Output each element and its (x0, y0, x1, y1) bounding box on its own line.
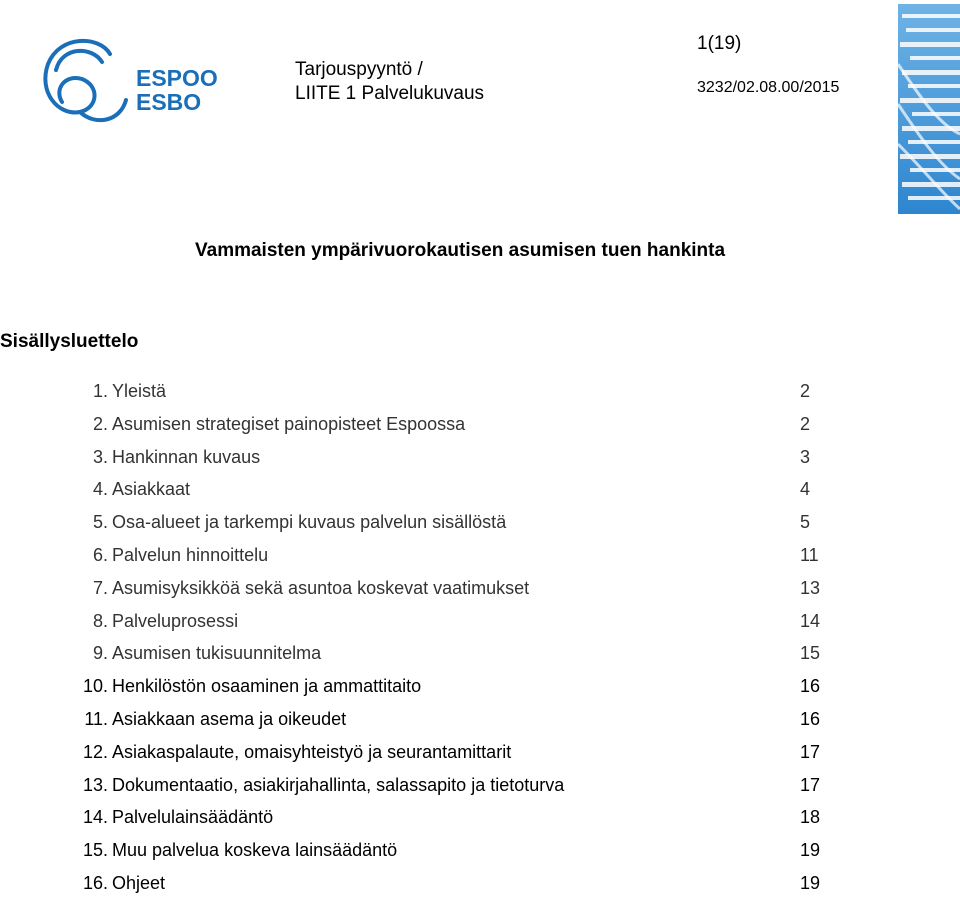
toc-item-text: Muu palvelua koskeva lainsäädäntö (112, 840, 398, 861)
page-number: 1(19) (697, 33, 742, 54)
toc-item-text: Yleistä (112, 381, 167, 401)
toc-item[interactable] (72, 836, 832, 869)
toc-item-number: 5. (92, 512, 108, 533)
toc-item-number: 9. (92, 643, 108, 664)
toc-item-page: 16 (800, 676, 821, 697)
toc-item-page: 4 (800, 479, 811, 500)
decorative-stripes-graphic (898, 4, 960, 214)
toc-item-number: 8. (92, 610, 108, 631)
toc-item[interactable] (72, 377, 832, 410)
toc-item-number: 4. (92, 479, 108, 500)
toc-item-text: Asumisen strategiset painopisteet Espoossa (112, 413, 466, 434)
toc-item-page: 17 (800, 741, 821, 762)
toc-heading: Sisällysluettelo (0, 331, 139, 352)
toc-item-page: 2 (800, 413, 811, 434)
toc-item[interactable] (72, 410, 832, 443)
toc-item[interactable] (72, 508, 832, 541)
toc-item-text: Asiakkaat (112, 479, 191, 500)
toc-item[interactable] (72, 771, 832, 804)
toc-item[interactable] (72, 443, 832, 476)
svg-text:ESBO: ESBO (136, 89, 202, 115)
toc-item-number: 1. (92, 381, 108, 401)
toc-item-number: 3. (92, 446, 108, 467)
toc-item-text: Asumisyksikköä sekä asuntoa koskevat vaatimukset (112, 577, 530, 598)
toc-item-text: Palveluprosessi (112, 610, 239, 631)
header-title-line2: LIITE 1 Palvelukuvaus (295, 83, 485, 104)
toc-item-text: Palvelulainsäädäntö (112, 807, 274, 828)
toc-item-text: Asiakaspalaute, omaisyhteistyö ja seurantamittarit (112, 741, 512, 762)
toc-item-text: Henkilöstön osaaminen ja ammattitaito (112, 676, 422, 697)
toc-item-text: Palvelun hinnoittelu (112, 544, 269, 565)
toc-item-page: 15 (800, 643, 821, 664)
toc-item[interactable] (72, 475, 832, 508)
toc-item-text: Asiakkaan asema ja oikeudet (112, 708, 347, 729)
toc-item-text: Osa-alueet ja tarkempi kuvaus palvelun sisällöstä (112, 512, 507, 533)
toc-item-page: 19 (800, 840, 821, 861)
toc-item-number: 15. (82, 840, 108, 861)
toc-item-text: Ohjeet (112, 872, 166, 893)
toc-item-page: 17 (800, 774, 821, 795)
toc-item[interactable] (72, 738, 832, 771)
toc-item-page: 14 (800, 610, 821, 631)
toc-item-number: 10. (82, 676, 108, 697)
toc-item-number: 6. (92, 544, 108, 565)
header-title (295, 58, 484, 106)
toc-item-text: Dokumentaatio, asiakirjahallinta, salassapito ja tietoturva (112, 774, 565, 795)
toc-item-page: 19 (800, 872, 821, 893)
toc-item-text: Asumisen tukisuunnitelma (112, 643, 322, 664)
toc-item[interactable] (72, 803, 832, 836)
toc-item-number: 11. (84, 708, 108, 729)
toc-item[interactable] (72, 672, 832, 705)
espoo-logo-icon (40, 34, 220, 129)
toc-item-number: 16. (82, 872, 108, 893)
toc-item-page: 11 (800, 544, 819, 565)
toc-item[interactable] (72, 639, 832, 672)
toc-item-page: 2 (800, 381, 811, 401)
toc-item-number: 2. (92, 413, 108, 434)
svg-text:ESPOO: ESPOO (136, 65, 218, 91)
toc-item-number: 12. (82, 741, 108, 762)
toc-item-page: 5 (800, 512, 811, 533)
toc-item[interactable] (72, 541, 832, 574)
toc-item[interactable] (72, 869, 832, 902)
header-title-line1: Tarjouspyyntö / (295, 59, 423, 80)
toc-item-number: 14. (82, 807, 108, 828)
toc-item-number: 13. (82, 774, 108, 795)
toc-item[interactable] (72, 705, 832, 738)
table-of-contents (72, 377, 832, 902)
toc-item-page: 3 (800, 446, 811, 467)
toc-item-number: 7. (92, 577, 108, 598)
toc-item-page: 16 (800, 708, 821, 729)
document-title: Vammaisten ympärivuorokautisen asumisen tuen hankinta (195, 240, 726, 261)
toc-item-page: 18 (800, 807, 821, 828)
toc-item-text: Hankinnan kuvaus (112, 446, 261, 467)
toc-item-page: 13 (800, 577, 821, 598)
document-reference: 3232/02.08.00/2015 (697, 79, 840, 96)
toc-item[interactable] (72, 574, 832, 607)
toc-item[interactable] (72, 607, 832, 640)
espoo-logo (40, 34, 220, 129)
